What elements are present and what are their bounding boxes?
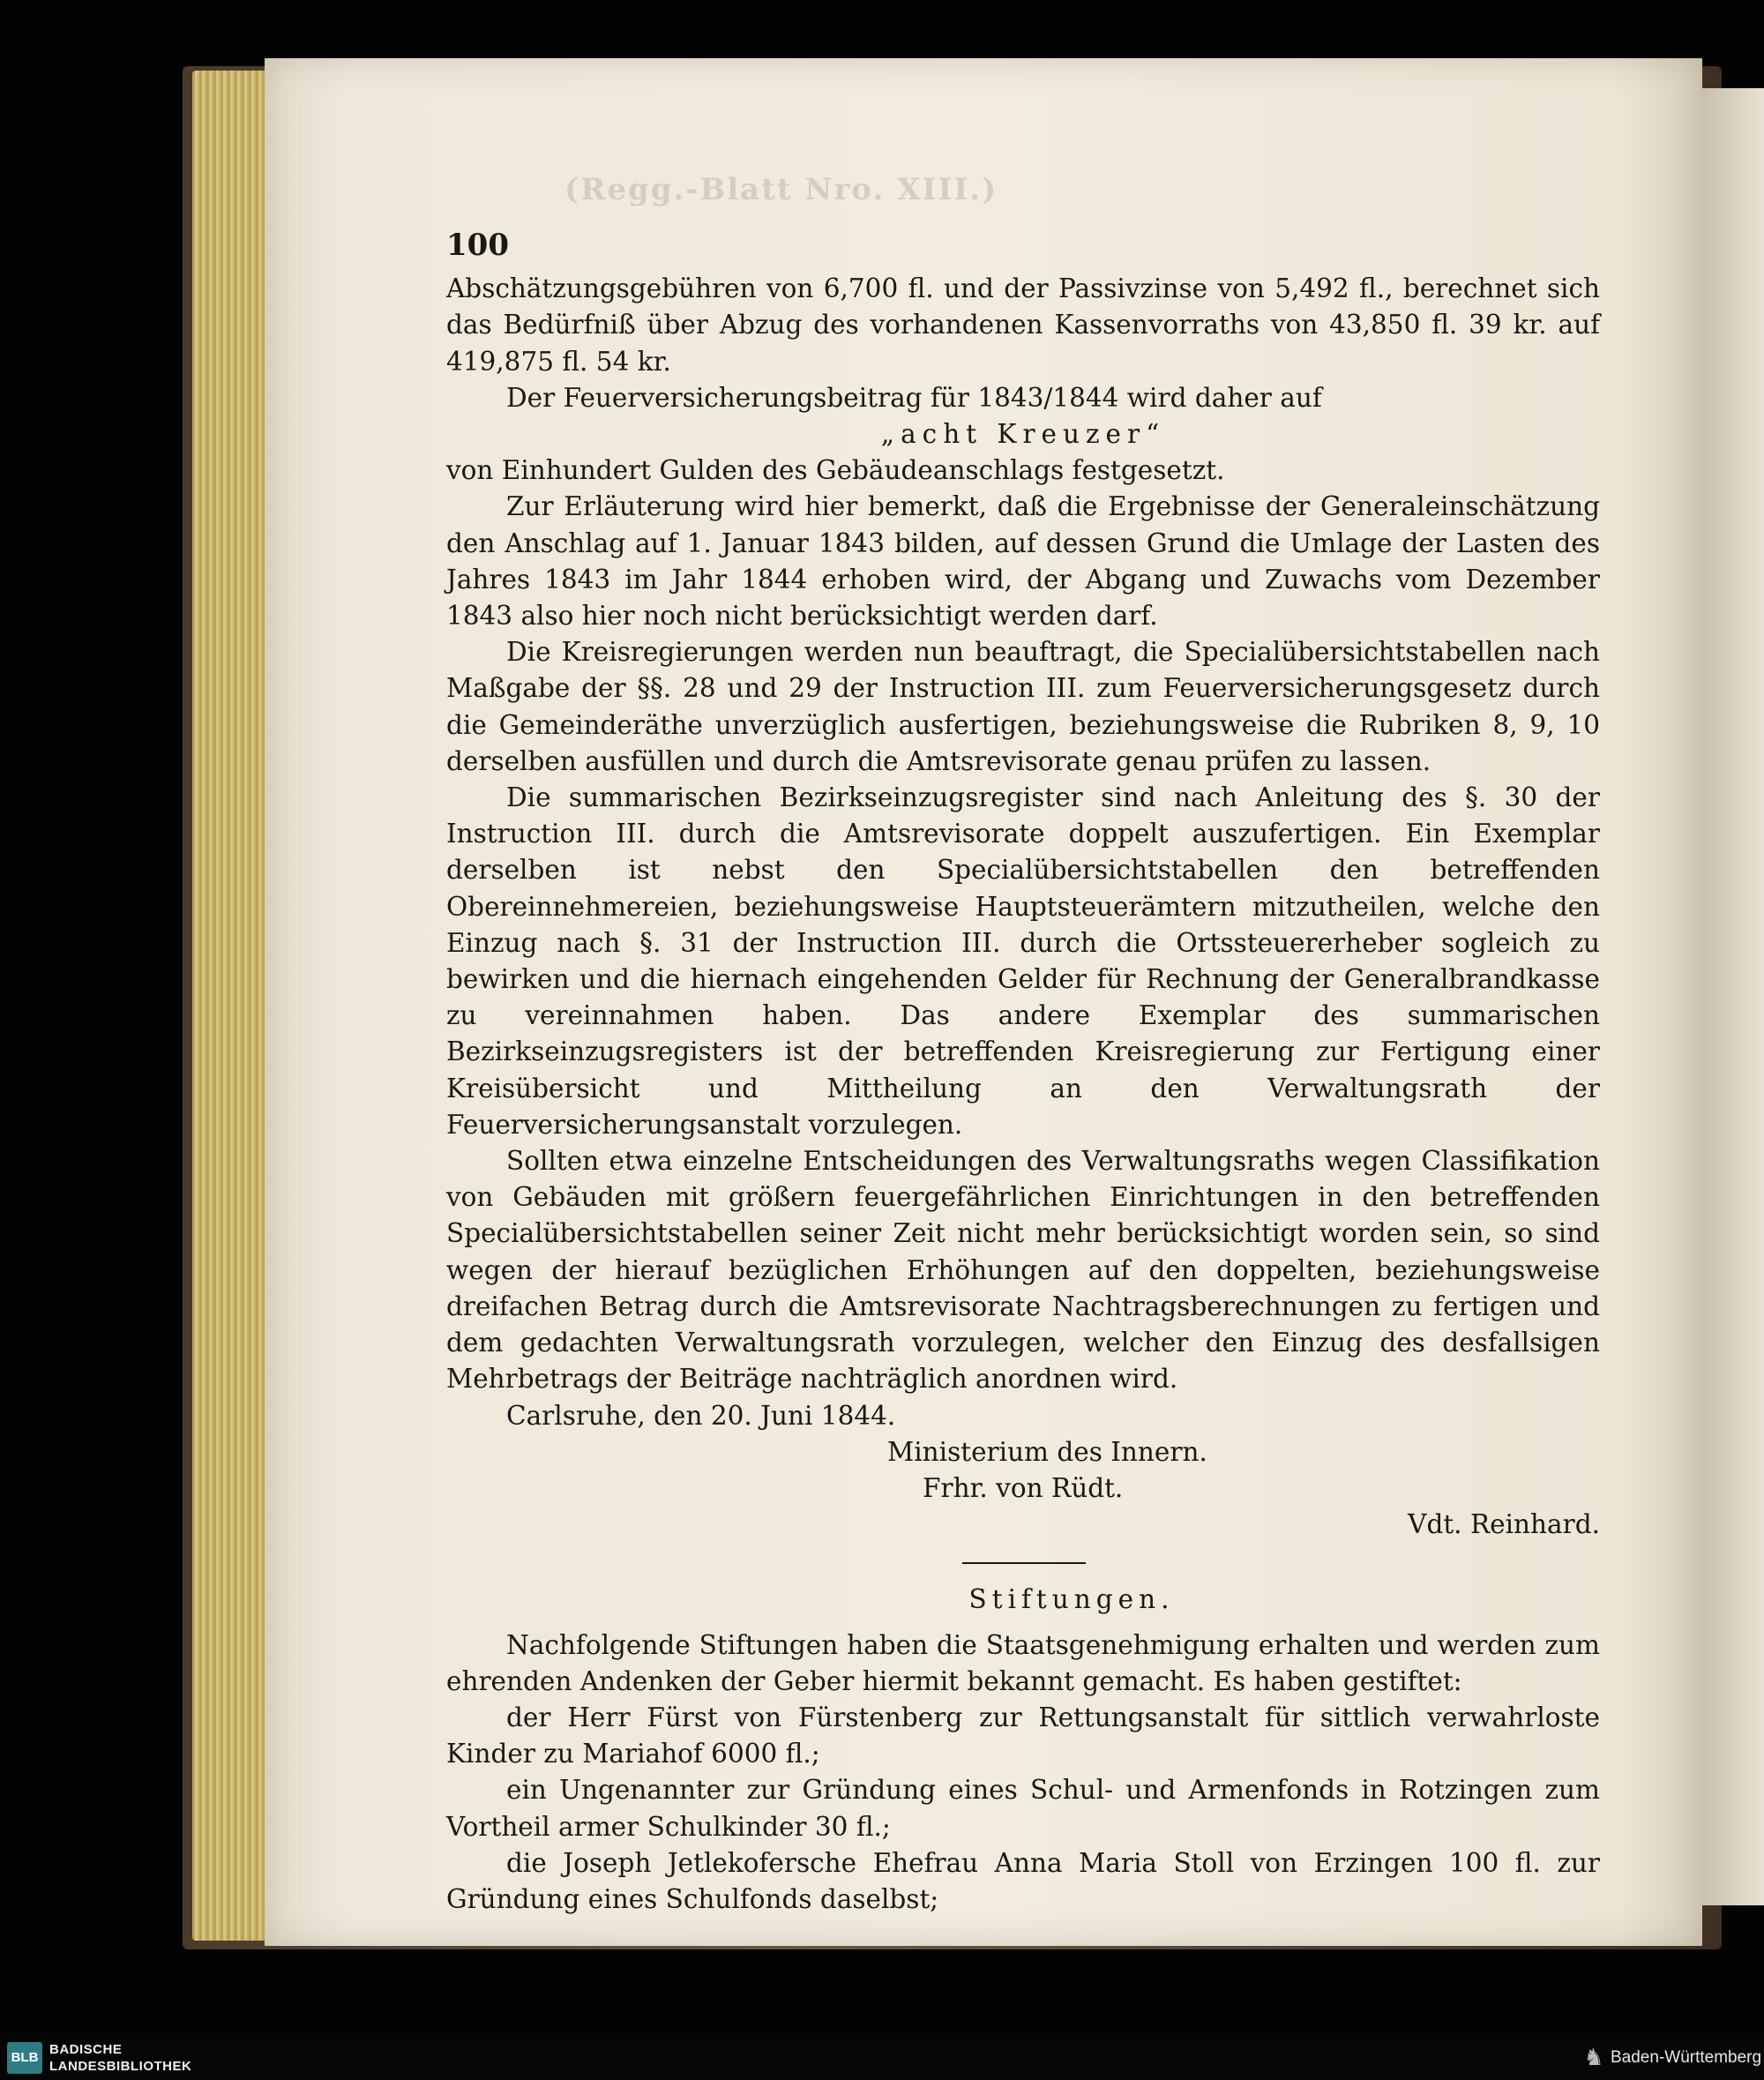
paragraph-5: Die Kreisregierungen werden nun beauftragt, die Specialübersichtstabellen nach Maßgabe der §§. 28 und 29 der Instruction III. zum Feuerversicherungsgesetz durch die Gemeinderäthe unverzüglich ausfertigen, beziehungsweise die Rubriken 8, 9, 10 derselben ausfüllen und durch die Amtsrevisorate genau prüfen zu lassen.	[446, 637, 1600, 776]
page-text	[446, 228, 1600, 1918]
viewer-footer	[0, 2038, 1764, 2080]
paragraph-4: Zur Erläuterung wird hier bemerkt, daß die Ergebnisse der Generaleinschätzung den Anschlag auf 1. Januar 1843 bilden, auf dessen Grund die Umlage der Lasten des Jahres 1843 im Jahr 1844 erhoben wird, der Abgang und Zuwachs vom Dezember 1843 also hier noch nicht berücksichtigt werden darf.	[446, 491, 1600, 632]
blb-logo[interactable]: BLB	[7, 2042, 42, 2074]
section-heading: Stiftungen.	[968, 1584, 1175, 1615]
paragraph-3: von Einhundert Gulden des Gebäudeanschlags festgesetzt.	[446, 455, 1225, 486]
coat-of-arms-icon: ♞	[1583, 2045, 1604, 2071]
paragraph-2: Der Feuerversicherungsbeitrag für 1843/1844 wird daher auf	[506, 382, 1322, 413]
signature-minister: Frhr. von Rüdt.	[923, 1472, 1124, 1503]
section-divider	[962, 1562, 1086, 1564]
paragraph-7: Sollten etwa einzelne Entscheidungen des Verwaltungsraths wegen Classifikation von Gebäuden mit größern feuergefährlichen Einrichtungen in den betreffenden Specialübersichtstabellen seiner Zeit nicht mehr berücksichtigt worden sein, so sind wegen der hierauf bezüglichen Erhöhungen auf den doppelten, beziehungsweise dreifachen Betrag durch die Amtsrevisorate Nachtragsberechnungen zu fertigen und dem gedachten Verwaltungsrath vorzulegen, welcher den Einzug des desfallsigen Mehrbetrags der Beiträge nachträglich anordnen wird.	[446, 1146, 1600, 1395]
place-date: Carlsruhe, den 20. Juni 1844.	[506, 1400, 896, 1431]
library-name[interactable]	[49, 2041, 191, 2075]
signature-ministry: Ministerium des Innern.	[887, 1436, 1207, 1467]
foundation-item: ein Ungenannter zur Gründung eines Schul- und Armenfonds in Rotzingen zum Vortheil armer Schulkinder 30 fl.;	[446, 1775, 1600, 1842]
rate-emphasis: „acht Kreuzer“	[880, 419, 1166, 450]
page-number: 100	[446, 228, 509, 263]
facing-page-edge	[1702, 88, 1764, 1905]
foundation-intro: Nachfolgende Stiftungen haben die Staatsgenehmigung erhalten und werden zum ehrenden Andenken der Geber hiermit bekannt gemacht. Es haben gestiftet:	[446, 1629, 1600, 1696]
paragraph-1: Abschätzungsgebühren von 6,700 fl. und der Passivzinse von 5,492 fl., berechnet sich das Bedürfniß über Abzug des vorhandenen Kassenvorraths von 43,850 fl. 39 kr. auf 419,875 fl. 54 kr.	[446, 273, 1600, 377]
show-through-text: (Regg.-Blatt Nro. XIII.)	[564, 172, 998, 207]
foundation-item: der Herr Fürst von Fürstenberg zur Rettungsanstalt für sittlich verwahrloste Kinder zu Mariahof 6000 fl.;	[446, 1702, 1600, 1769]
library-name-line1: BADISCHE	[49, 2042, 123, 2057]
page-edges	[192, 71, 272, 1941]
library-name-line2: LANDESBIBLIOTHEK	[49, 2059, 192, 2074]
foundation-item: die Joseph Jetlekofersche Ehefrau Anna Maria Stoll von Erzingen 100 fl. zur Gründung eines Schulfonds daselbst;	[446, 1847, 1600, 1914]
paragraph-6: Die summarischen Bezirkseinzugsregister sind nach Anleitung des §. 30 der Instruction III. durch die Amtsrevisorate doppelt auszufertigen. Ein Exemplar derselben ist nebst den Specialübersichtstabellen den betreffenden Obereinnehmereien, beziehungsweise Hauptsteuerämtern mitzutheilen, welche den Einzug nach §. 31 der Instruction III. durch die Ortssteuererheber sogleich zu bewirken und die hiernach eingehenden Gelder für Rechnung der Generalbrandkasse zu vereinnahmen haben. Das andere Exemplar des summarischen Bezirkseinzugsregisters ist der betreffenden Kreisregierung zur Fertigung einer Kreisübersicht und Mittheilung an den Verwaltungsrath der Feuerversicherungsanstalt vorzulegen.	[446, 782, 1600, 1140]
signature-countersign: Vdt. Reinhard.	[1408, 1509, 1600, 1540]
state-name[interactable]: Baden-Württemberg	[1611, 2048, 1762, 2067]
